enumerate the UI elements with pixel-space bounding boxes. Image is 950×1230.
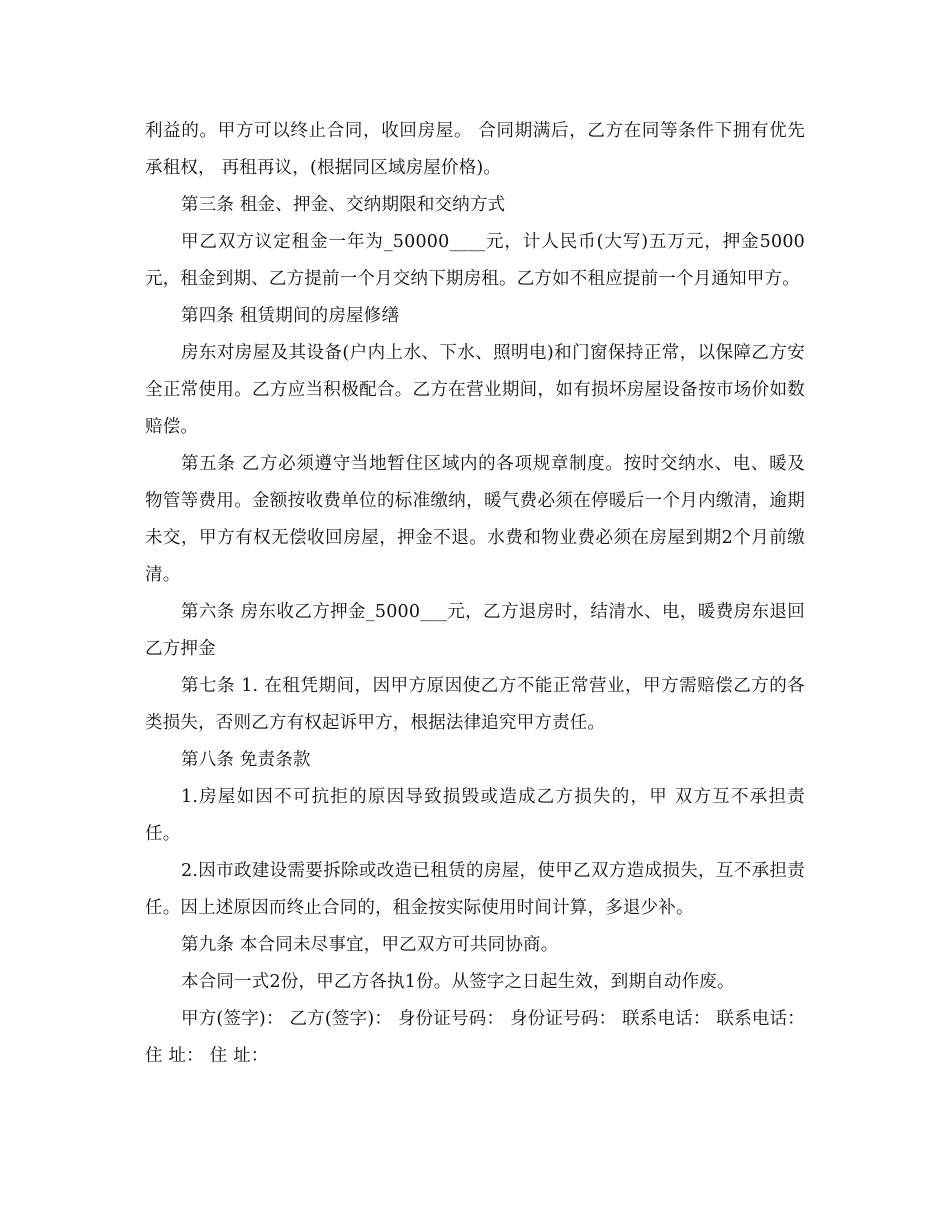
paragraph-continuation: 利益的。甲方可以终止合同，收回房屋。 合同期满后，乙方在同等条件下拥有优先承租权， 再租再议，(根据同区域房屋价格)。 (145, 121, 805, 178)
article-8-clause-2: 2.因市政建设需要拆除或改造已租赁的房屋，使甲乙双方造成损失，互不承担责任。因上述原因而终止合同的，租金按实际使用时间计算，多退少补。 (145, 861, 805, 918)
article-8-clause-1: 1.房屋如因不可抗拒的原因导致损毁或造成乙方损失的，甲 双方互不承担责任。 (145, 787, 805, 844)
article-8-heading: 第八条 免责条款 (181, 750, 311, 770)
article-4-heading: 第四条 租赁期间的房屋修缮 (181, 306, 400, 326)
copies-clause: 本合同一式2份，甲乙方各执1份。从签字之日起生效，到期自动作废。 (181, 972, 735, 992)
signature-block: 甲方(签字)： 乙方(签字)： 身份证号码： 身份证号码： 联系电话： 联系电话： 住 址： 住 址： (145, 1009, 805, 1066)
article-3-heading: 第三条 租金、押金、交纳期限和交纳方式 (181, 195, 506, 215)
article-5: 第五条 乙方必须遵守当地暂住区域内的各项规章制度。按时交纳水、电、暖及物管等费用。金额按收费单位的标准缴纳，暖气费必须在停暖后一个月内缴清，逾期未交，甲方有权无偿收回房屋，押金不退。水费和物业费必须在房屋到期2个月前缴清。 (145, 454, 805, 585)
article-6: 第六条 房东收乙方押金_5000___元，乙方退房时，结清水、电，暖费房东退回乙方押金 (145, 602, 805, 659)
article-9: 第九条 本合同未尽事宜，甲乙双方可共同协商。 (181, 935, 559, 955)
article-7: 第七条 1. 在租凭期间，因甲方原因使乙方不能正常营业，甲方需赔偿乙方的各类损失，否则乙方有权起诉甲方，根据法律追究甲方责任。 (145, 676, 805, 733)
article-3-body: 甲乙双方议定租金一年为_50000____元，计人民币(大写)五万元，押金5000元，租金到期、乙方提前一个月交纳下期房租。乙方如不租应提前一个月通知甲方。 (145, 232, 805, 289)
document-body (145, 113, 805, 1075)
article-4-body: 房东对房屋及其设备(户内上水、下水、照明电)和门窗保持正常，以保障乙方安全正常使用。乙方应当积极配合。乙方在营业期间，如有损坏房屋设备按市场价如数赔偿。 (145, 343, 805, 437)
